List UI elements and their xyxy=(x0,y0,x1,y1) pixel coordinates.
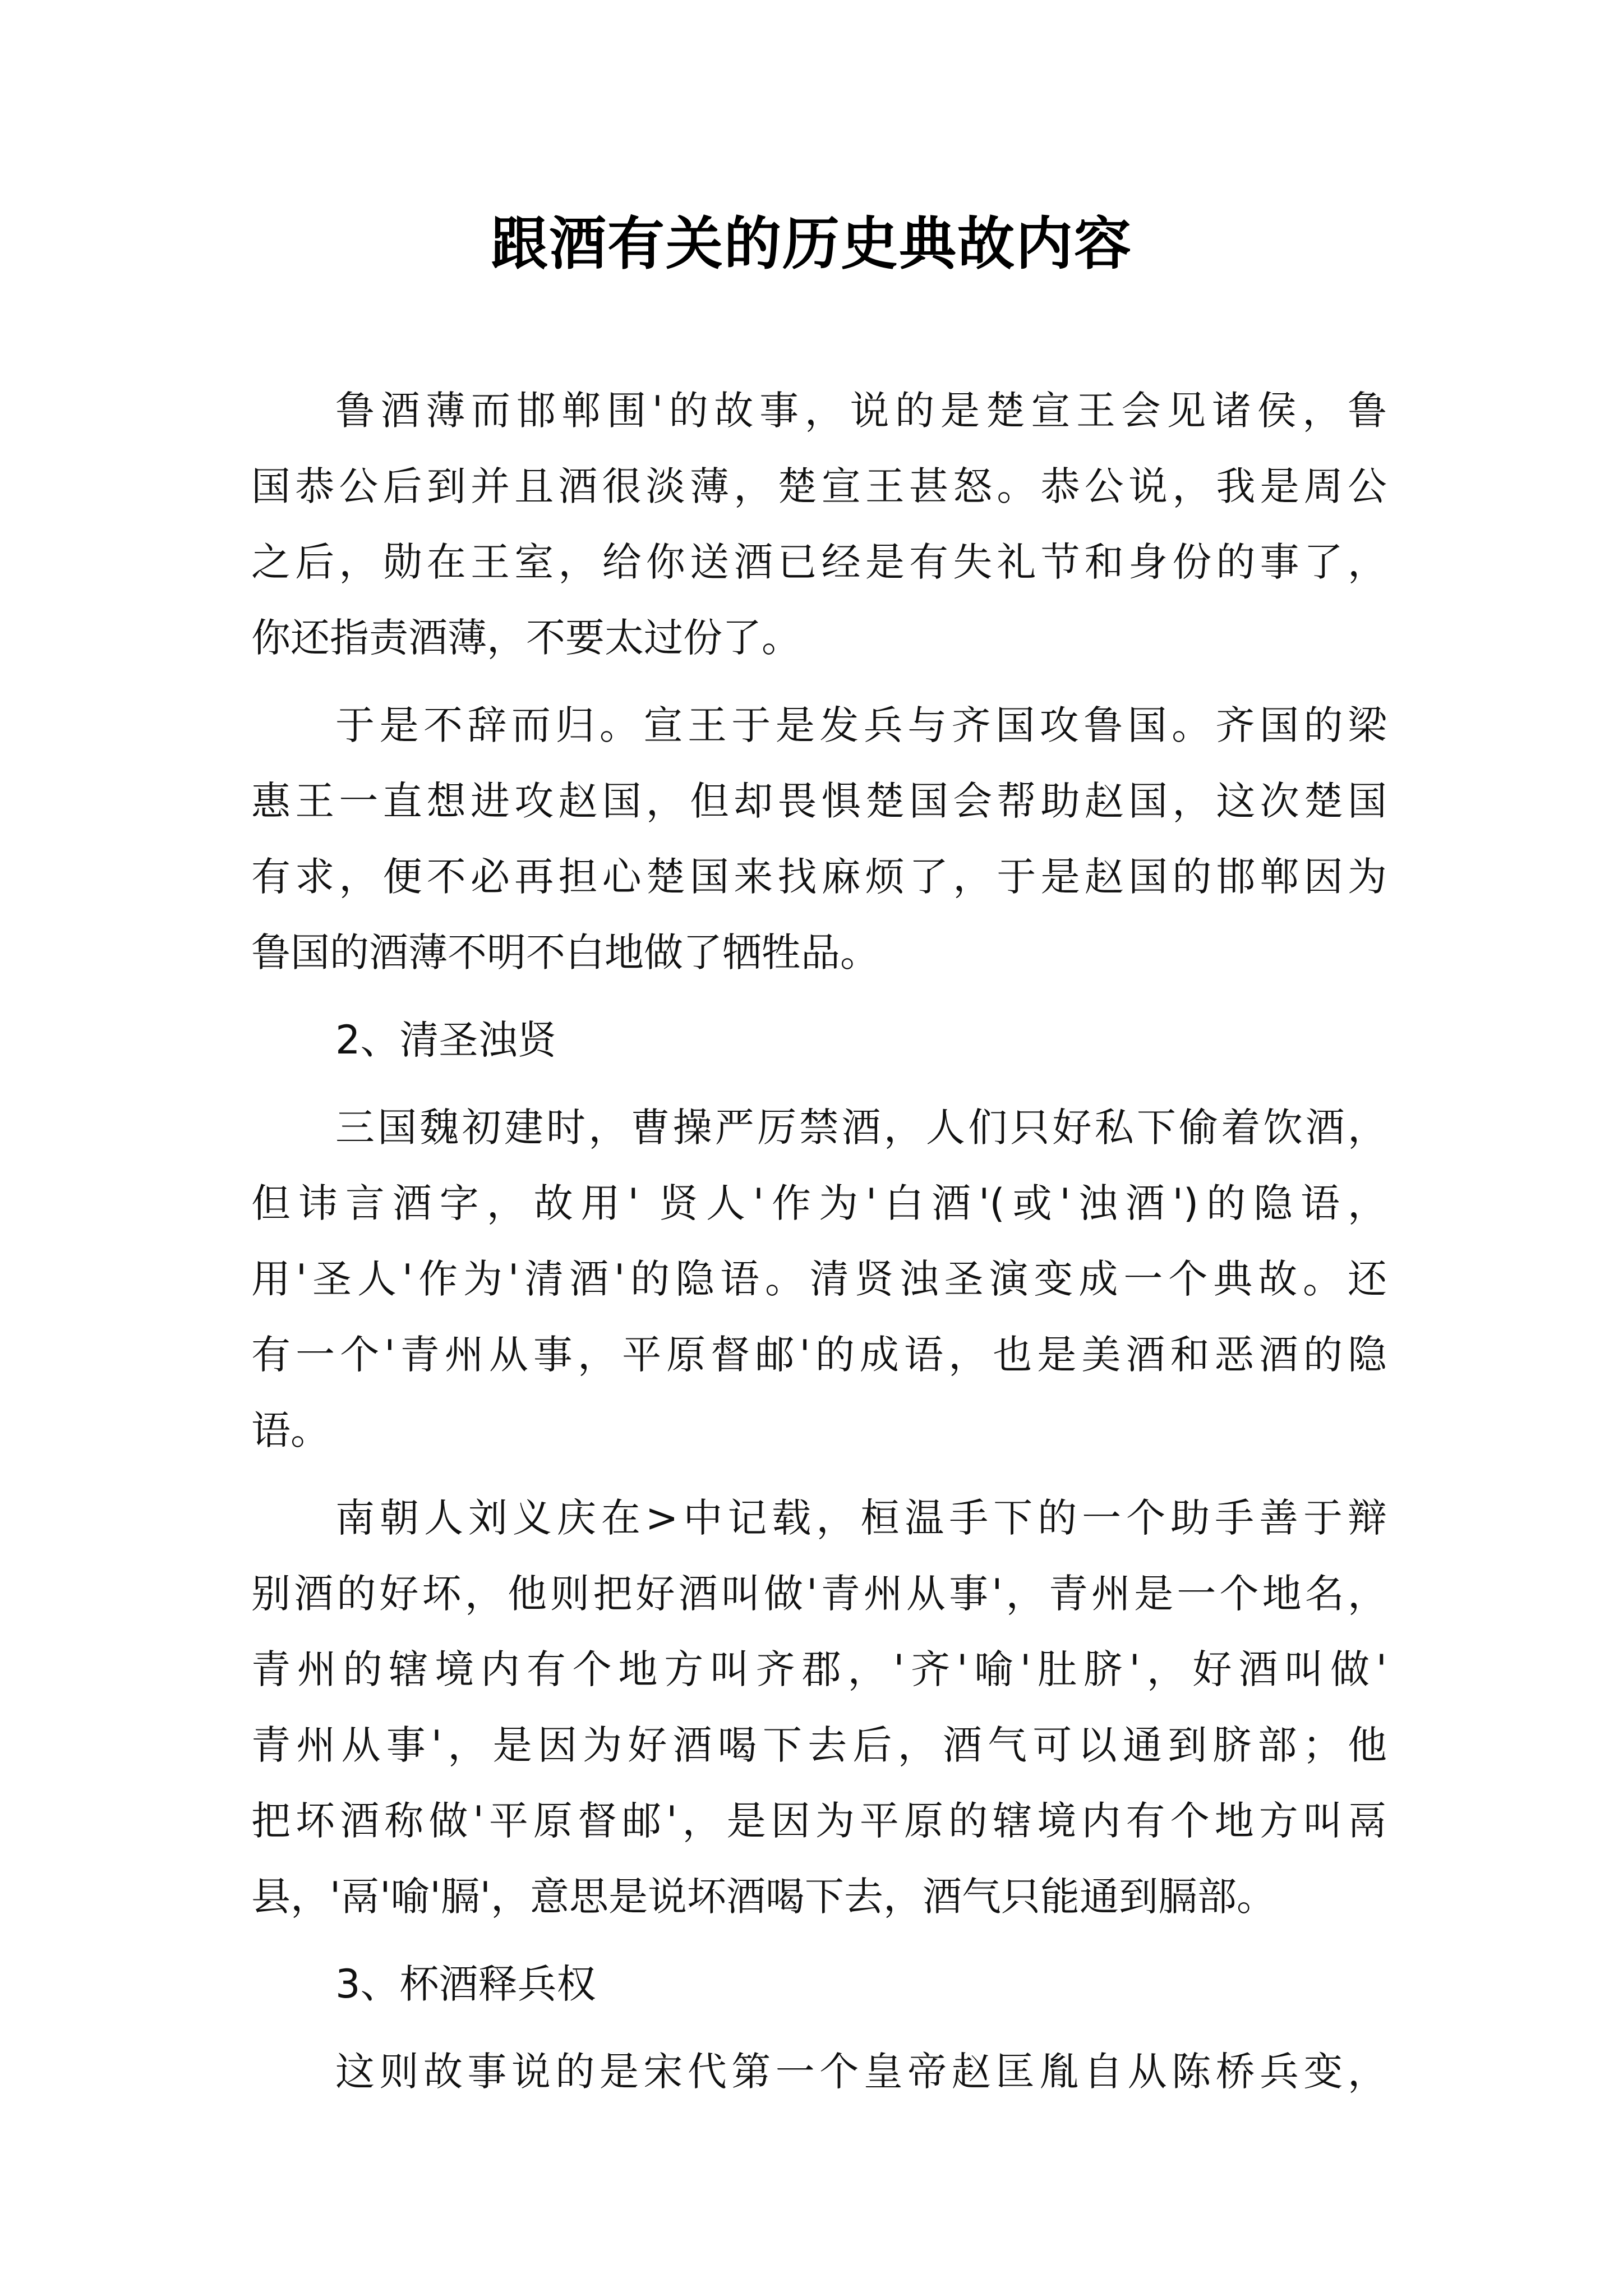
text-line: 于是不辞而归。宣王于是发兵与齐国攻鲁国。齐国的梁 xyxy=(335,702,1387,748)
text-line: 别酒的好坏，他则把好酒叫做'青州从事'，青州是一个地名， xyxy=(251,1571,1387,1617)
text-line: 国恭公后到并且酒很淡薄，楚宣王甚怒。恭公说，我是周公 xyxy=(251,463,1387,509)
text-line: 有求，便不必再担心楚国来找麻烦了，于是赵国的邯郸因为 xyxy=(251,854,1387,900)
text-line: 但讳言酒字，故用' 贤人'作为'白酒'(或'浊酒')的隐语， xyxy=(251,1180,1387,1226)
text-line: 青州的辖境内有个地方叫齐郡，'齐'喻'肚脐'，好酒叫做' xyxy=(251,1646,1387,1692)
text-line: 南朝人刘义庆在>中记载，桓温手下的一个助手善于辩 xyxy=(335,1495,1387,1541)
text-line: 青州从事'，是因为好酒喝下去后，酒气可以通到脐部；他 xyxy=(251,1722,1387,1768)
text-line: 鲁国的酒薄不明不白地做了牺牲品。 xyxy=(251,930,879,976)
text-line: 有一个'青州从事，平原督邮'的成语，也是美酒和恶酒的隐 xyxy=(251,1332,1387,1378)
text-line: 语。 xyxy=(251,1407,330,1453)
text-line: 你还指责酒薄，不要太过份了。 xyxy=(251,615,801,661)
text-line: 把坏酒称做'平原督邮'，是因为平原的辖境内有个地方叫鬲 xyxy=(251,1798,1387,1844)
section-heading: 3、杯酒释兵权 xyxy=(335,1961,596,2007)
text-line: 这则故事说的是宋代第一个皇帝赵匡胤自从陈桥兵变， xyxy=(335,2049,1387,2095)
text-line: 用'圣人'作为'清酒'的隐语。清贤浊圣演变成一个典故。还 xyxy=(251,1256,1387,1302)
text-line: 三国魏初建时，曹操严厉禁酒，人们只好私下偷着饮酒， xyxy=(335,1105,1387,1151)
section-heading: 2、清圣浊贤 xyxy=(335,1017,557,1063)
document-title: 跟酒有关的历史典故内容 xyxy=(491,210,1132,278)
text-line: 县，'鬲'喻'膈'，意思是说坏酒喝下去，酒气只能通到膈部。 xyxy=(251,1874,1276,1920)
text-line: 惠王一直想进攻赵国，但却畏惧楚国会帮助赵国，这次楚国 xyxy=(251,778,1387,824)
text-line: 鲁酒薄而邯郸围'的故事，说的是楚宣王会见诸侯，鲁 xyxy=(335,388,1387,434)
text-line: 之后，勋在王室，给你送酒已经是有失礼节和身份的事了， xyxy=(251,539,1387,585)
document-body xyxy=(251,373,1387,2110)
